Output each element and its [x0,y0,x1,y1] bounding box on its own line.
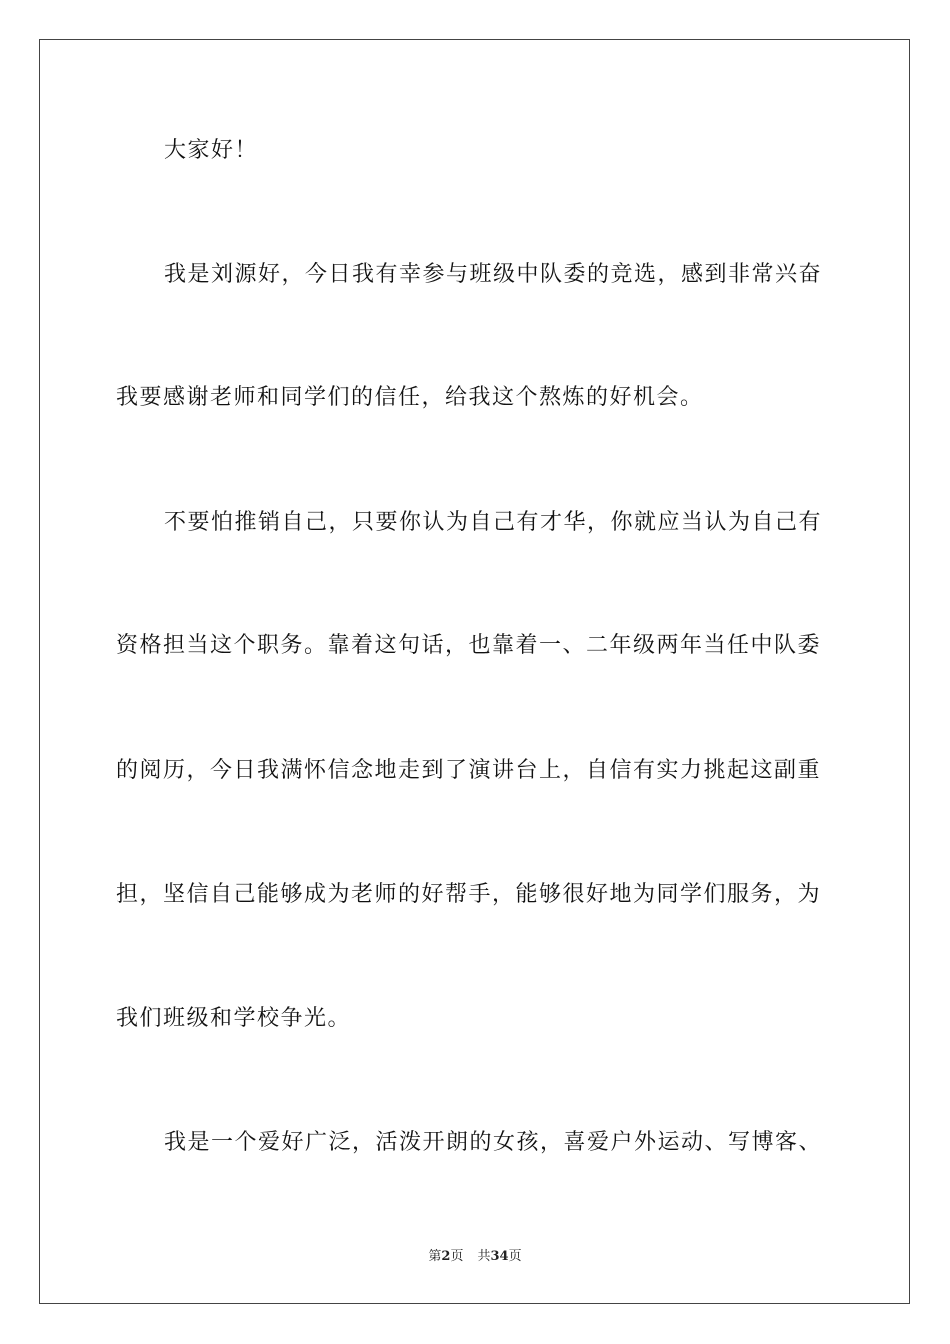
page-number: 2 [441,1249,451,1264]
paragraph-line: 我要感谢老师和同学们的信任，给我这个熬炼的好机会。 [116,385,704,410]
paragraph-line: 担，坚信自己能够成为老师的好帮手，能够很好地为同学们服务，为 [116,882,822,907]
page-border [39,39,910,1304]
paragraph-line: 资格担当这个职务。靠着这句话，也靠着一、二年级两年当任中队委 [116,633,822,658]
total-suffix: 页 [508,1249,522,1264]
page-footer [0,1248,950,1266]
paragraph-line: 的阅历，今日我满怀信念地走到了演讲台上，自信有实力挑起这副重 [116,758,822,783]
paragraph-line: 我是一个爱好广泛，活泼开朗的女孩，喜爱户外运动、写博客、 [164,1130,823,1155]
page-suffix: 页 [450,1249,464,1264]
paragraph-line: 不要怕推销自己，只要你认为自己有才华，你就应当认为自己有 [164,510,823,535]
paragraph-line: 大家好！ [164,138,259,163]
page-prefix: 第 [428,1249,442,1264]
paragraph-line: 我们班级和学校争光。 [116,1006,352,1031]
paragraph-line: 我是刘源好，今日我有幸参与班级中队委的竞选，感到非常兴奋 [164,262,823,287]
total-pages: 34 [490,1249,509,1264]
total-prefix: 共 [477,1249,491,1264]
